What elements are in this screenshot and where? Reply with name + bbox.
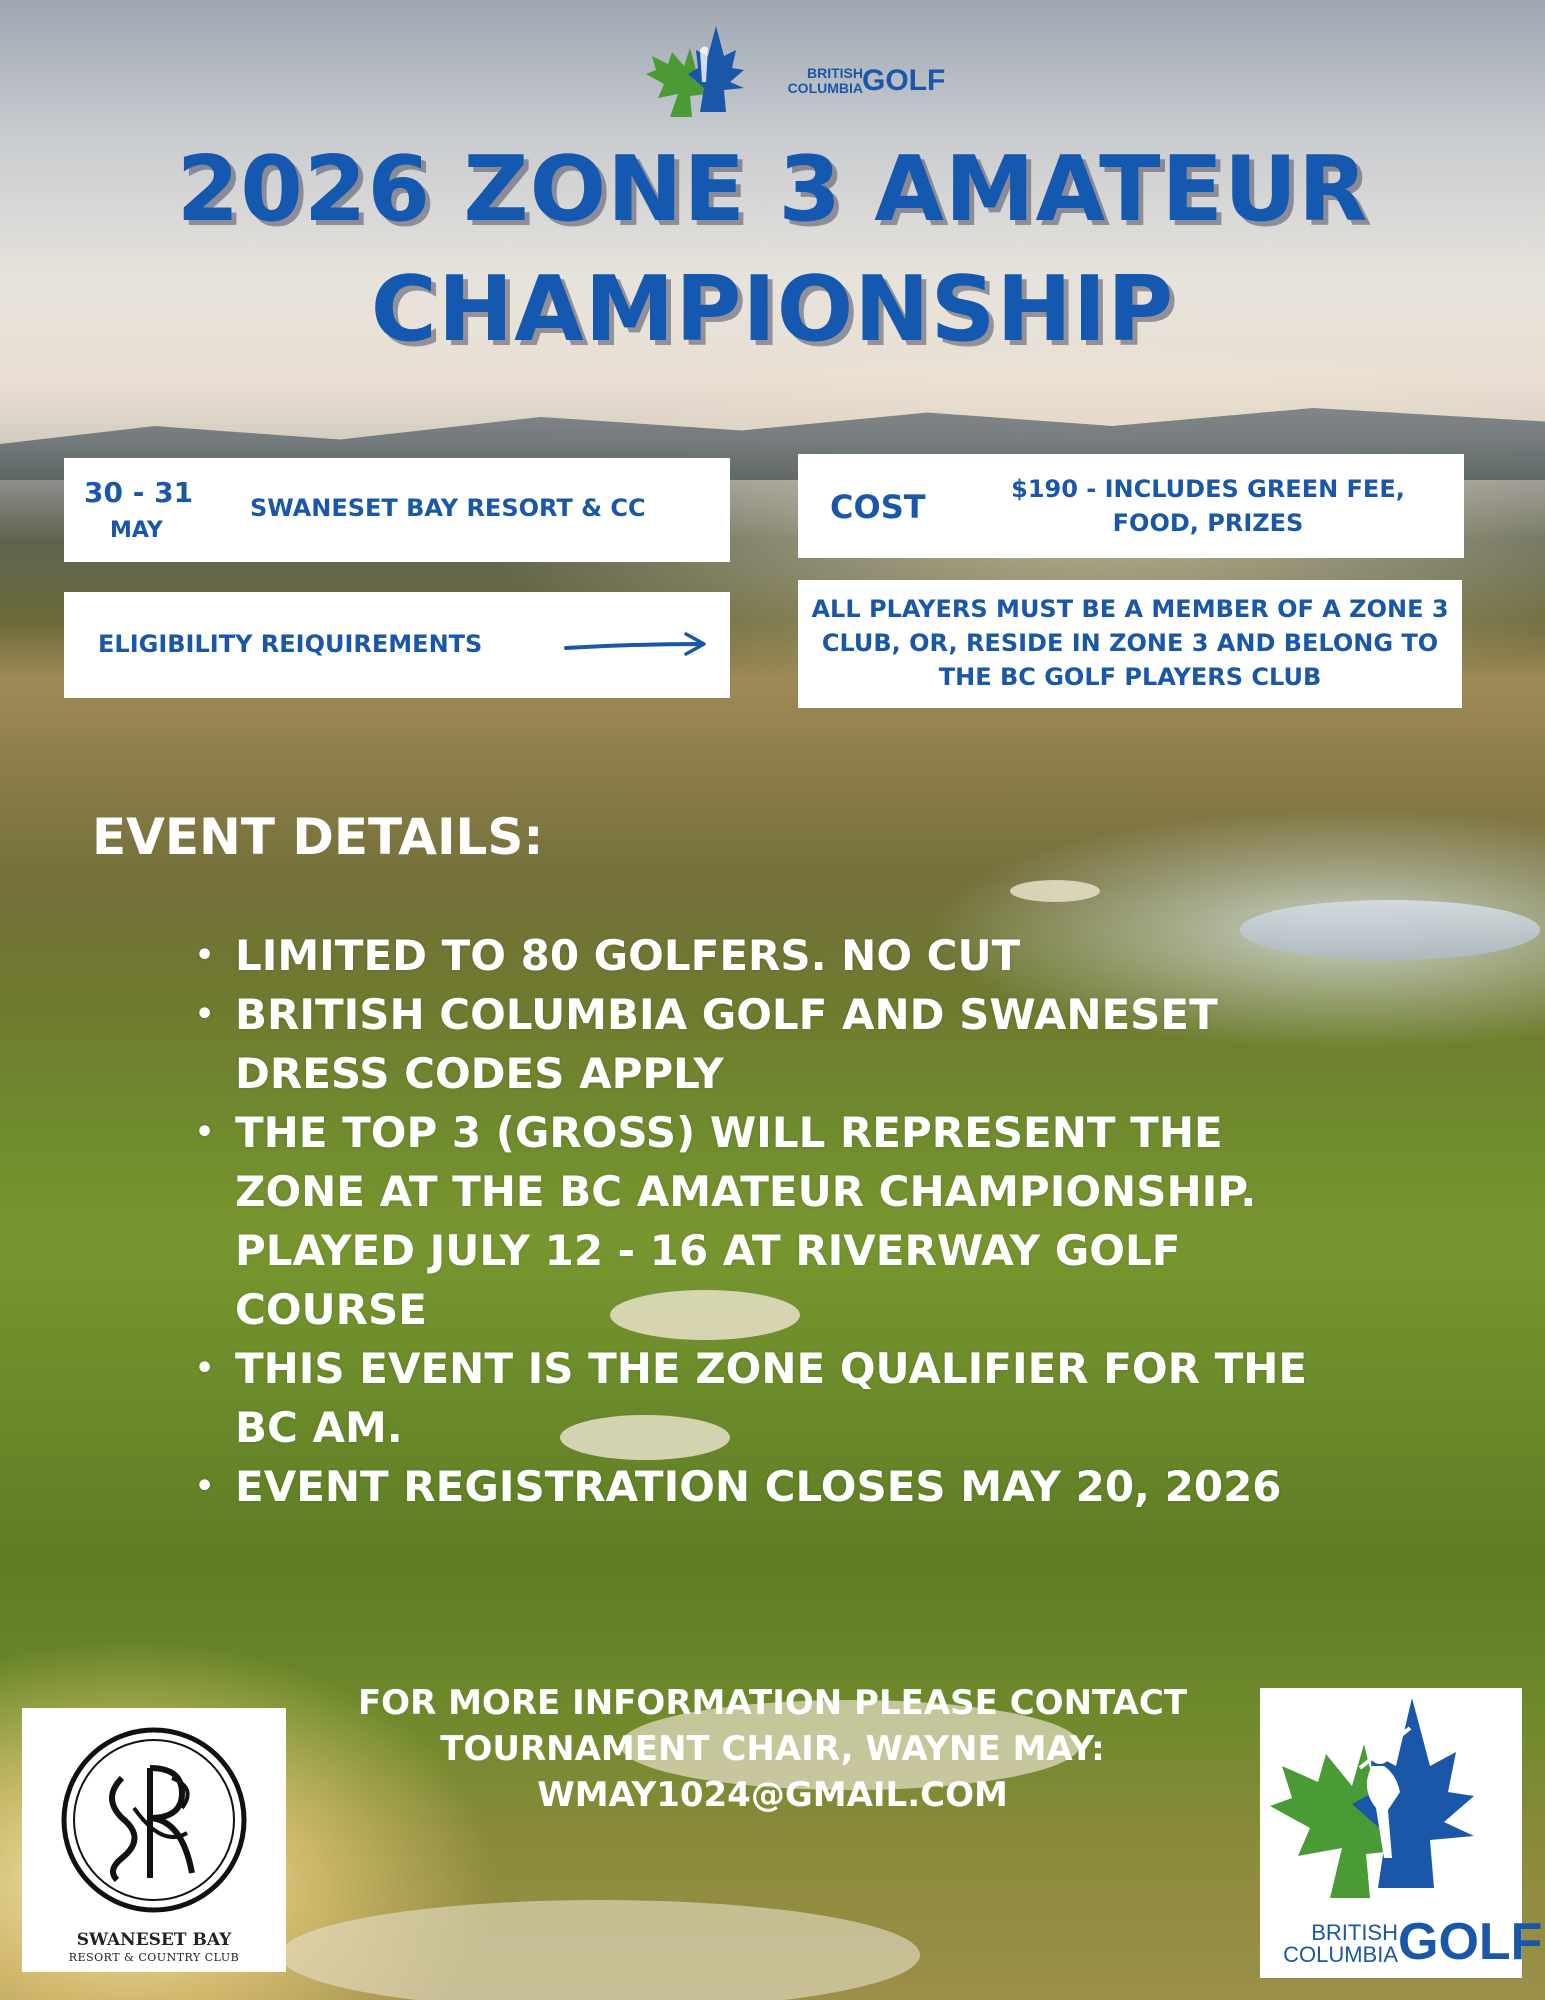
title-line-2: CHAMPIONSHIP [370,257,1175,362]
eligibility-requirements-box [798,580,1462,708]
list-item: • THE TOP 3 (GROSS) WILL REPRESENT THE ZONE AT THE BC AMATEUR CHAMPIONSHIP. PLAYED JULY 12 - 16 AT RIVERWAY GOLF COURSE [195,1103,1345,1339]
contact-line-1: FOR MORE INFORMATION PLEASE CONTACT [357,1683,1188,1723]
maple-leaf-golfer-icon [640,22,780,132]
list-item: • LIMITED TO 80 GOLFERS. NO CUT [195,926,1135,985]
cost-box [798,454,1464,558]
arrow-right-icon [562,630,712,660]
list-item: • BRITISH COLUMBIA GOLF AND SWANESET DRESS CODES APPLY [195,985,1335,1103]
date-range: 30 - 31 [84,476,194,509]
contact-email[interactable]: WMAY1024@GMAIL.COM [537,1775,1008,1815]
date-month: MAY [110,518,163,543]
eligibility-label: ELIGIBILITY REIQUIREMENTS [98,630,483,658]
date-venue-box [64,458,730,562]
cost-label: COST [830,488,926,526]
venue-name: SWANESET BAY RESORT & CC [250,494,646,522]
eligibility-box [64,592,730,698]
swaneset-logo [22,1708,286,1972]
swaneset-monogram-icon [22,1708,286,1928]
bc-golf-logo-top [640,22,960,132]
bc-logo-golf-text: GOLF [1398,1913,1543,1971]
list-item: • THIS EVENT IS THE ZONE QUALIFIER FOR THE BC AM. [195,1339,1335,1457]
bunker [280,1900,920,2000]
contact-block [300,1680,1245,1818]
swaneset-logo-name: SWANESET BAY [76,1930,232,1950]
eligibility-requirements-text: ALL PLAYERS MUST BE A MEMBER OF A ZONE 3 CLUB, OR, RESIDE IN ZONE 3 AND BELONG TO THE BC GOLF PLAYERS CLUB [811,595,1449,691]
logo-top-small-text: BRITISH COLUMBIA [787,65,863,96]
event-details-heading: EVENT DETAILS: [92,808,544,866]
contact-line-2: TOURNAMENT CHAIR, WAYNE MAY: [440,1729,1105,1769]
title-line-1: 2026 ZONE 3 AMATEUR [176,137,1369,242]
list-item: • EVENT REGISTRATION CLOSES MAY 20, 2026 [195,1457,1435,1516]
bunker [1010,880,1100,902]
cost-value: $190 - INCLUDES GREEN FEE, FOOD, PRIZES [1011,475,1405,537]
logo-top-golf-text: GOLF [862,64,946,97]
maple-leaf-golfer-icon [1260,1688,1522,1918]
bc-golf-logo-bottom [1260,1688,1543,1978]
swaneset-logo-subtitle: RESORT & COUNTRY CLUB [68,1951,240,1964]
bc-logo-small-text: BRITISH COLUMBIA [1283,1920,1398,1967]
event-details-list [195,926,1495,1516]
